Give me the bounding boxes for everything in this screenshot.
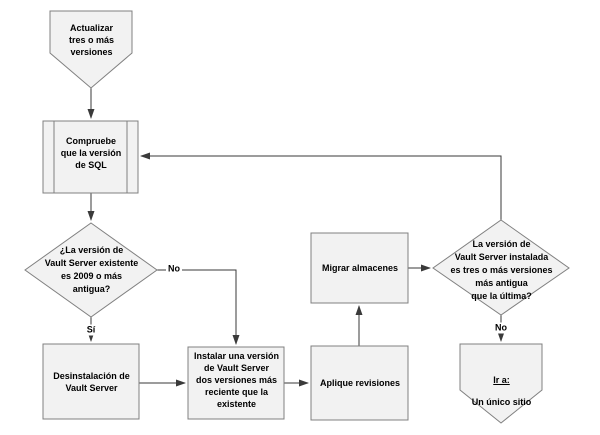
installed-version-decision-label: La versión de Vault Server instalada es tres o más versiones más antigua que la última?	[450, 239, 553, 301]
goto-offpage-connector-shape	[460, 344, 542, 423]
install-process-shape	[188, 347, 284, 419]
apply-revisions-process-label: Aplique revisiones	[319, 378, 401, 388]
connector-installed-decision-loop-to-check	[141, 156, 501, 220]
existing-version-decision-label: ¿La versión de Vault Server existente es 2009 o más antigua?	[44, 245, 139, 294]
start-offpage-connector-label: Actualizar tres o más versiones	[68, 23, 115, 57]
existing-version-decision-shape	[25, 223, 157, 317]
edge-label-no-existing: No	[168, 263, 180, 274]
uninstall-process-label: Desinstalación de Vault Server	[53, 371, 130, 393]
check-sql-label: Compruebe que la versión de SQL	[60, 136, 122, 170]
edge-label-yes: Sí	[86, 324, 96, 335]
check-sql-predefined-process-shape	[43, 121, 138, 193]
migrate-stores-process-label: Migrar almacenes	[321, 263, 399, 273]
migrate-stores-process-shape	[311, 233, 408, 303]
apply-revisions-process-shape	[311, 346, 408, 420]
start-offpage-connector-shape	[50, 11, 132, 88]
connector-existing-decision-no	[157, 270, 236, 344]
uninstall-process-shape	[43, 344, 139, 419]
installed-version-decision-shape	[433, 220, 569, 315]
edge-label-no-installed: No	[495, 322, 507, 333]
goto-target-text: Un único sitio	[471, 397, 532, 407]
goto-link-text: Ir a:	[493, 375, 510, 385]
install-process-label: Instalar una versión de Vault Server dos versiones más reciente que la existente	[193, 351, 280, 409]
